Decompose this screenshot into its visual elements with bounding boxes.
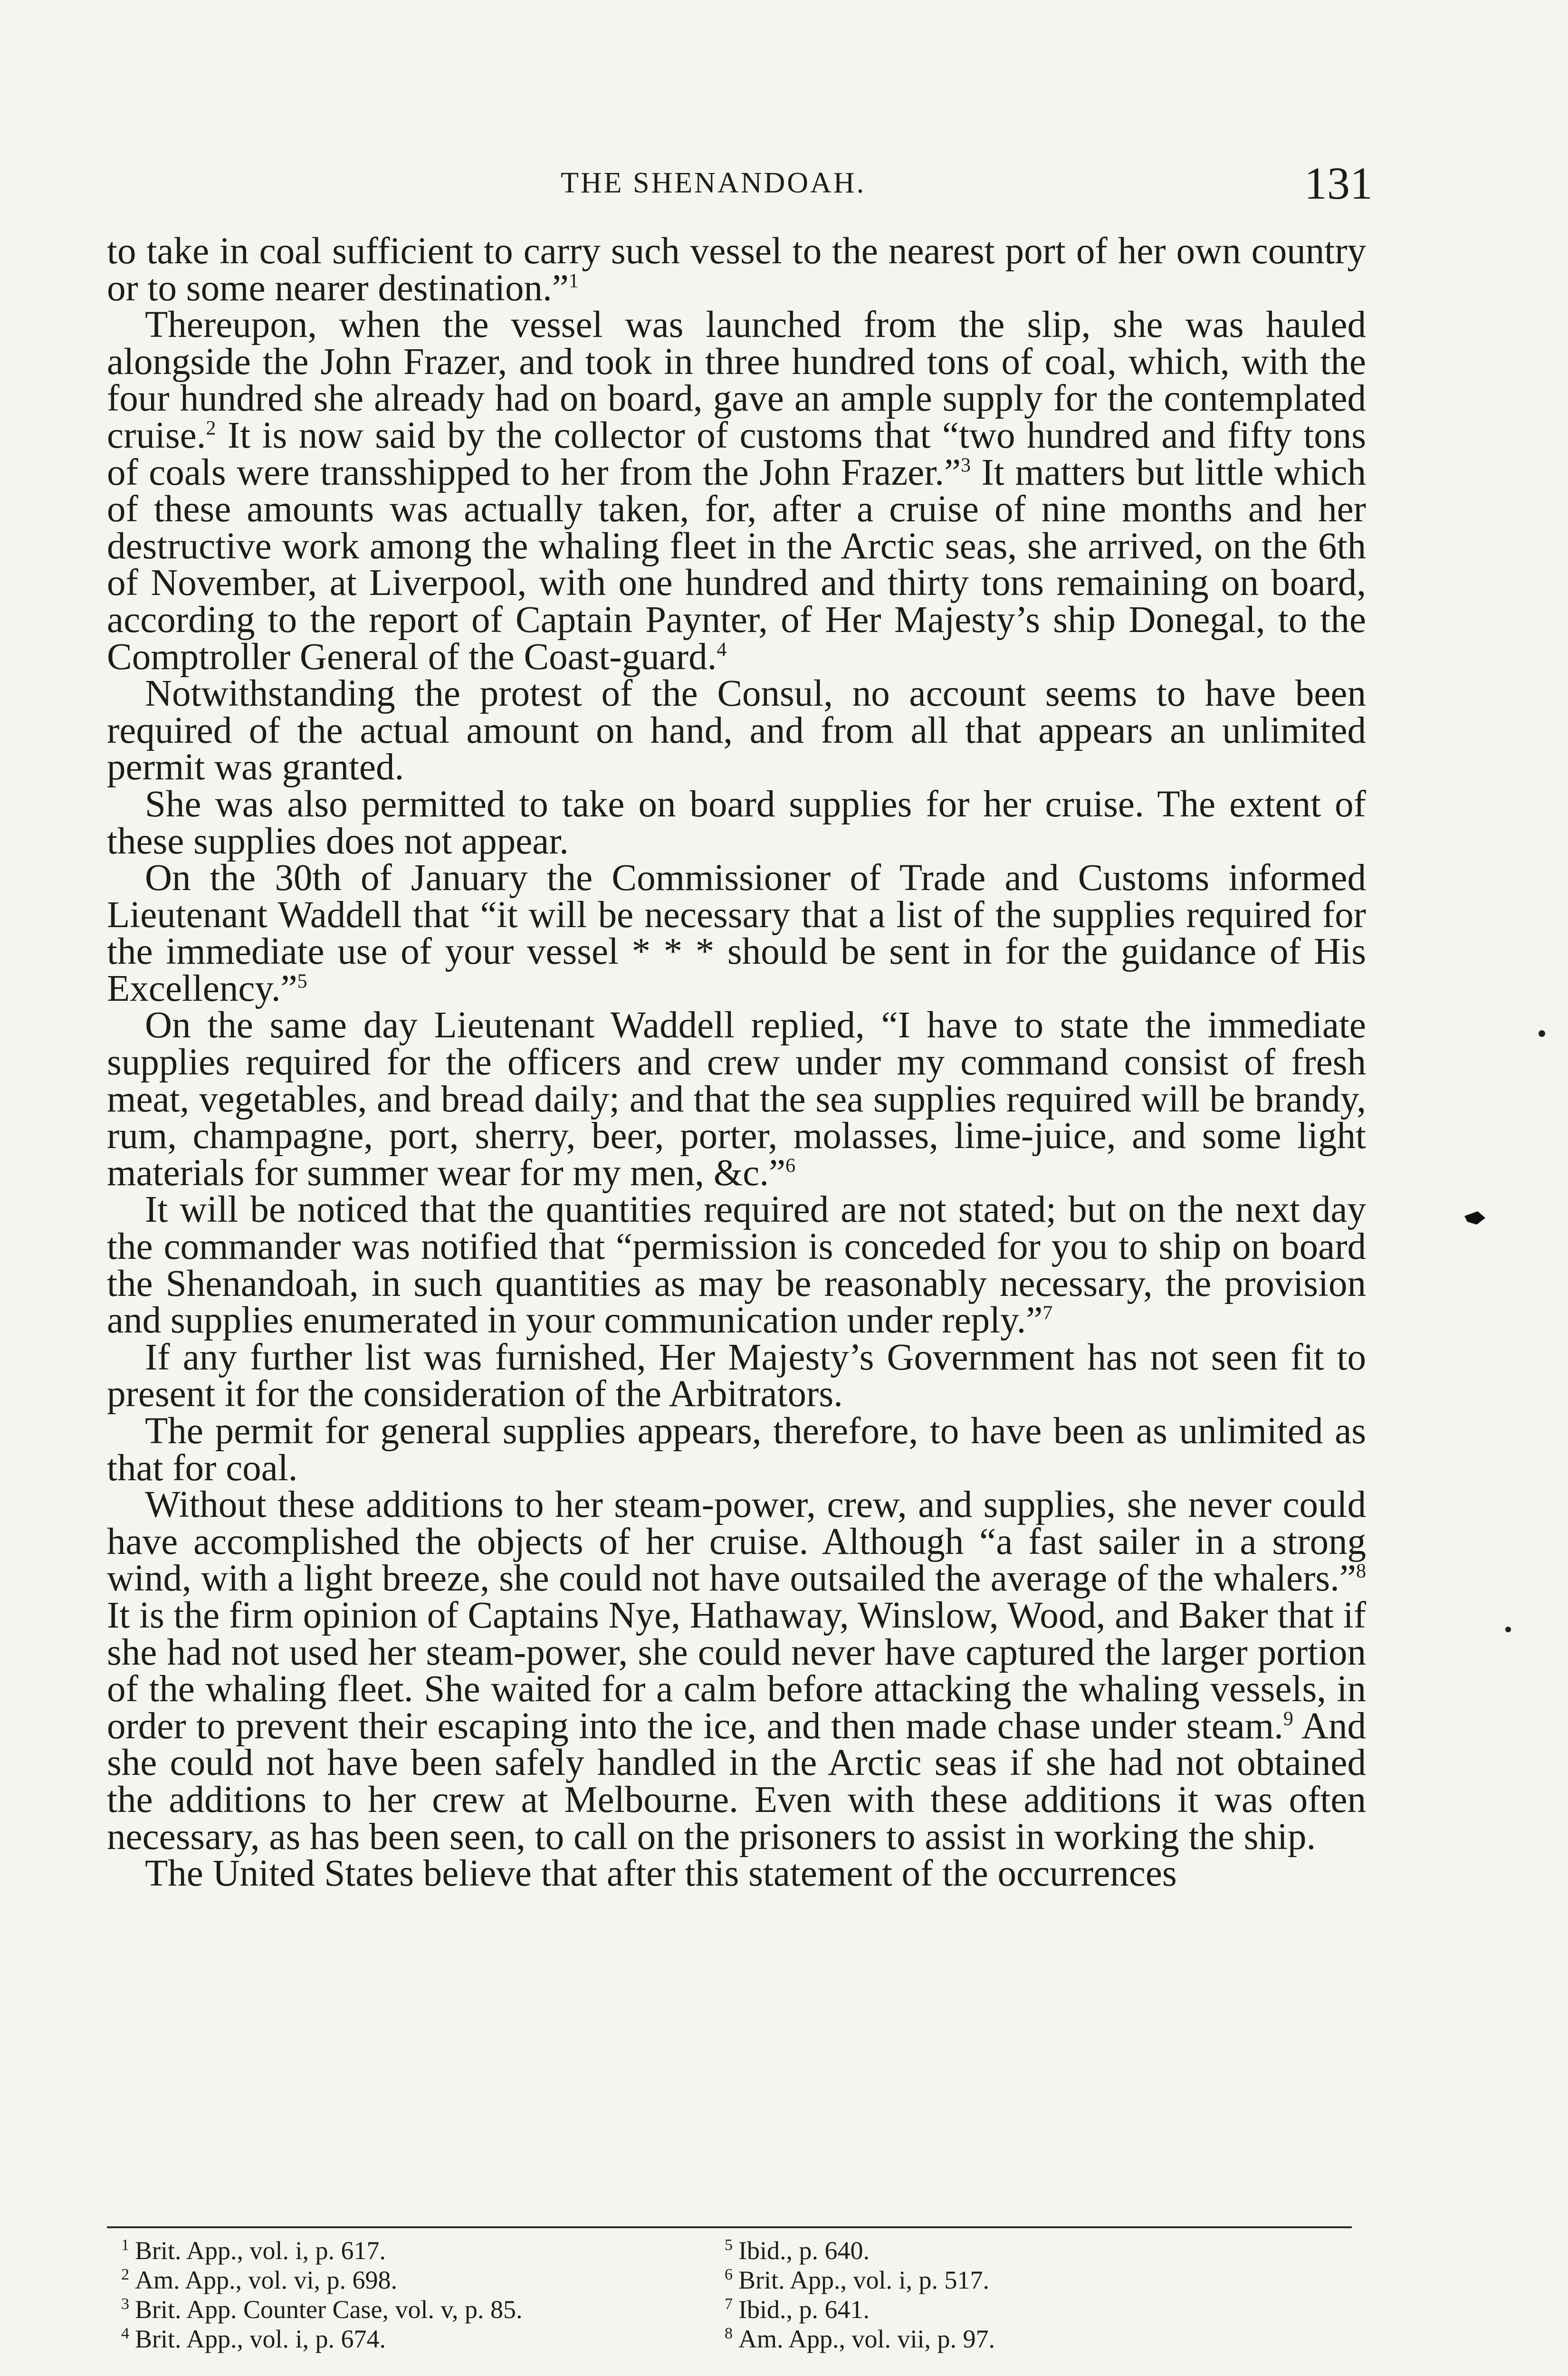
footnote-ref: 5 bbox=[297, 970, 307, 993]
body-text bbox=[107, 230, 1366, 1895]
footnote bbox=[121, 2324, 729, 2354]
running-head: THE SHENANDOAH. bbox=[561, 167, 866, 199]
footnote-marker: 6 bbox=[725, 2266, 733, 2283]
footnote-marker: 3 bbox=[121, 2295, 129, 2313]
paragraph: If any further list was furnished, Her Majesty’s Government has not seen fit to present it for the consideration of the Arbitrators. bbox=[107, 1336, 1366, 1415]
footnote bbox=[121, 2236, 729, 2265]
footnote-marker: 2 bbox=[121, 2266, 129, 2283]
paragraph: The permit for general supplies appears, therefore, to have been as unlimited as that for coal. bbox=[107, 1410, 1366, 1489]
footnote-ref: 9 bbox=[1283, 1708, 1293, 1730]
footnote-ref: 7 bbox=[1042, 1302, 1053, 1324]
footnote bbox=[121, 2295, 729, 2324]
paragraph-text: And she could not have been safely handled in the Arctic seas if she had not obtained the additions to her crew at Melbourne. Even with these additions it was often necessary, as has been seen, to call on the prisoners to assist in working the ship. bbox=[107, 1705, 1366, 1858]
footnote-marker: 5 bbox=[725, 2236, 733, 2254]
footnote bbox=[725, 2265, 1342, 2295]
paragraph bbox=[107, 1484, 1366, 1858]
footnote-text: Brit. App., vol. i, p. 617. bbox=[135, 2236, 386, 2265]
footnote-ref: 2 bbox=[206, 417, 216, 440]
paragraph-text: It is the firm opinion of Captains Nye, Hathaway, Winslow, Wood, and Baker that if she had not used her steam-power, she could never have captured the larger portion of the whaling fleet. She waited for a calm before attacking the whaling vessels, in order to prevent their escaping into the ice, and then made chase under steam. bbox=[107, 1594, 1366, 1747]
footnote-ref: 6 bbox=[785, 1155, 796, 1177]
footnote-column-left bbox=[121, 2236, 729, 2354]
ink-dot-mark bbox=[1537, 1029, 1547, 1038]
paragraph-text: On the 30th of January the Commissioner of Trade and Customs informed Lieutenant Waddell that “it will be necessary that a list of the supplies required for the immediate use of your vessel * * * should be sent in for the guidance of His Excellency.” bbox=[107, 857, 1366, 1009]
footnote-text: Brit. App. Counter Case, vol. v, p. 85. bbox=[135, 2295, 523, 2324]
footnote-ref: 3 bbox=[961, 454, 971, 477]
paragraph-text: It is now said by the collector of customs that “two hundred and fifty tons of coals were transshipped to her from the John Frazer.” bbox=[107, 414, 1366, 493]
paragraph: The United States believe that after this statement of the occurrences bbox=[145, 1853, 1177, 1895]
paragraph bbox=[107, 304, 1366, 678]
footnote-rule bbox=[107, 2226, 1352, 2228]
paragraph-text: Without these additions to her steam-power, crew, and supplies, she never could have accomplished the objects of her cruise. Although “a fast sailer in a strong wind, with a light breeze, she could not have outsailed the average of the whalers.” bbox=[107, 1484, 1366, 1600]
paragraph bbox=[107, 1191, 1366, 1339]
footnote-marker: 1 bbox=[121, 2236, 129, 2254]
ink-dot-mark bbox=[1504, 1625, 1512, 1634]
footnote-text: Am. App., vol. vi, p. 698. bbox=[135, 2266, 398, 2294]
footnote bbox=[725, 2324, 1342, 2354]
footnote-marker: 8 bbox=[725, 2325, 733, 2342]
footnote bbox=[725, 2236, 1342, 2265]
paragraph-text: It matters but little which of these amounts was actually taken, for, after a cruise of nine months and her destructive work among the whaling fleet in the Arctic seas, she arrived, on the 6th of November, at Liverpool, with one hundred and thirty tons remaining on board, according to the report of Captain Paynter, of Her Majesty’s ship Donegal, to the Comptroller General of the Coast-guard. bbox=[107, 451, 1366, 678]
page-number: 131 bbox=[1304, 158, 1373, 209]
paragraph-text: Thereupon, when the vessel was launched from the slip, she was hauled alongside the John Frazer, and took in three hundred tons of coal, which, with the four hundred she already had on board, gave an ample supply for the contemplated cruise. bbox=[107, 304, 1366, 456]
footnote-text: Brit. App., vol. i, p. 517. bbox=[738, 2266, 990, 2294]
paragraph bbox=[107, 1005, 1366, 1194]
footnote-text: Brit. App., vol. i, p. 674. bbox=[135, 2325, 386, 2353]
footnote-ref: 8 bbox=[1356, 1561, 1366, 1583]
paragraph-text: On the same day Lieutenant Waddell replied, “I have to state the immediate supplies required for the officers and crew under my command consist of fresh meat, vegetables, and bread daily; and that the sea supplies required will be brandy, rum, champagne, port, sherry, beer, porter, molasses, lime-juice, and some light materials for summer wear for my men, &c.” bbox=[107, 1005, 1366, 1194]
footnote-text: Ibid., p. 641. bbox=[738, 2295, 870, 2324]
footnote bbox=[725, 2295, 1342, 2324]
paragraph-text: to take in coal sufficient to carry such vessel to the nearest port of her own country or to some nearer destination.” bbox=[107, 230, 1366, 309]
ink-blot-mark bbox=[1463, 1209, 1487, 1226]
footnote-ref: 1 bbox=[568, 270, 579, 292]
paragraph-continued bbox=[107, 230, 1366, 309]
footnote-ref: 4 bbox=[717, 639, 727, 661]
paragraph: She was also permitted to take on board supplies for her cruise. The extent of these supplies does not appear. bbox=[107, 783, 1366, 862]
paragraph bbox=[107, 857, 1366, 1009]
footnote-marker: 7 bbox=[725, 2295, 733, 2313]
footnote bbox=[121, 2265, 729, 2295]
paragraph: Notwithstanding the protest of the Consul, no account seems to have been required of the actual amount on hand, and from all that appears an unlimited permit was granted. bbox=[107, 673, 1366, 788]
footnote-marker: 4 bbox=[121, 2325, 129, 2342]
footnote-text: Ibid., p. 640. bbox=[738, 2236, 870, 2265]
footnote-text: Am. App., vol. vii, p. 97. bbox=[738, 2325, 995, 2353]
paragraph-text: It will be noticed that the quantities required are not stated; but on the next day the commander was notified that “permission is conceded for you to ship on board the Shenandoah, in such quantities as may be reasonably necessary, the provision and supplies enumerated in your communication under reply.” bbox=[107, 1189, 1366, 1341]
footnote-column-right bbox=[725, 2236, 1342, 2354]
